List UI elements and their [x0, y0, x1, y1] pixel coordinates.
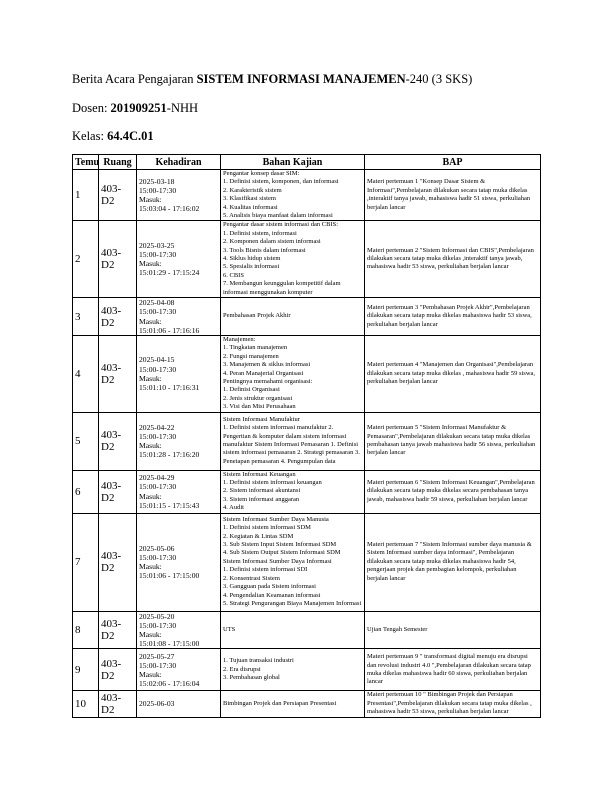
- cell-kehadiran: [137, 691, 221, 717]
- cell-bahan-kajian: [221, 470, 365, 513]
- col-header-bap: BAP: [365, 155, 541, 170]
- bahan-line: Sistem Informasi Manufaktur: [223, 415, 300, 423]
- table-row: [73, 170, 541, 221]
- bahan-line: 4. Peran Manajerial Organisasi: [223, 369, 304, 377]
- cell-bahan-kajian: [221, 335, 365, 412]
- kelas-label: Kelas:: [72, 129, 108, 143]
- table-row: [73, 412, 541, 470]
- cell-kehadiran: [137, 649, 221, 691]
- cell-bahan-kajian: [221, 170, 365, 221]
- col-header-ruang: Ruang: [99, 155, 137, 170]
- cell-bap: Materi pertemuan 6 "Sistem Informasi Keuangan",Pembelajaran dilakukan secara tatap muka dikelas secara pembahasan tanya jawab, mahasiswa hadir 59 siswa, perkuliahan berjalan lancar: [365, 470, 541, 513]
- cell-kehadiran: [137, 412, 221, 470]
- bahan-line: 3. Klasifikasi sistem: [223, 195, 276, 203]
- cell-bahan-kajian: [221, 221, 365, 298]
- document-title: [72, 72, 472, 86]
- bahan-line: 3. Manajemen & siklus informasi: [223, 361, 311, 369]
- kehadiran-time: 15:00-17:30: [139, 620, 177, 630]
- bahan-line: 1. Definisi sistem informasi keuangan: [223, 478, 322, 486]
- cell-kehadiran: [137, 298, 221, 336]
- kehadiran-time: 15:00-17:30: [139, 552, 177, 562]
- cell-ruang: 403-D2: [99, 691, 137, 717]
- kehadiran-time: 15:00-17:30: [139, 660, 177, 670]
- cell-kehadiran: [137, 611, 221, 649]
- table-row: [73, 298, 541, 336]
- cell-temu: 9: [73, 649, 99, 691]
- bahan-line: 2. Kegiatan & Lintas SDM: [223, 532, 294, 540]
- bahan-line: Sistem Informasi Keuangan: [223, 470, 296, 478]
- bahan-line: 3. Gangguan pada Sistem informasi: [223, 583, 316, 591]
- bahan-line: Pentingnya memahami organisasi:: [223, 377, 313, 385]
- dosen-id: 201909251: [110, 101, 167, 115]
- cell-temu: 4: [73, 335, 99, 412]
- bahan-line: 7. Membangun keunggulan kompetitif dalam informasi menggunakan komputer: [223, 280, 341, 296]
- kehadiran-time: 15:00-17:30: [139, 250, 177, 260]
- cell-kehadiran: [137, 513, 221, 611]
- cell-ruang: 403-D2: [99, 513, 137, 611]
- col-header-temu: Temu: [73, 155, 99, 170]
- masuk-time: 15:03:04 - 17:16:02: [139, 204, 200, 214]
- kelas-line: [72, 129, 154, 143]
- cell-ruang: 403-D2: [99, 298, 137, 336]
- cell-bap: Materi pertemuan 2 "Sistem Informasi dan CBIS",Pembelajaran dilakukan secara tatap muka dikelas ,interaktif tanya jawab, mahasiswa hadir 53 siswa, perkuliahan berjalan lancar: [365, 221, 541, 298]
- bahan-line: 2. Era disrupsi: [223, 665, 261, 673]
- bahan-line: 2. Karakteristik sistem: [223, 186, 282, 194]
- cell-ruang: 403-D2: [99, 221, 137, 298]
- bahan-line: 3. Visi dan Misi Perusahaan: [223, 403, 296, 411]
- bahan-line: 1. Definisi Organisasi: [223, 386, 280, 394]
- bahan-line: 4. Sub Sistem Output Sistem Informasi SDM: [223, 549, 341, 557]
- bahan-line: 2. Jenis struktur organisasi: [223, 394, 293, 402]
- bahan-line: 4. Kualitas informasi: [223, 203, 278, 211]
- masuk-time: 15:01:10 - 17:16:31: [139, 382, 200, 392]
- bahan-line: 4. Audit: [223, 504, 244, 512]
- kehadiran-time: 15:00-17:30: [139, 307, 177, 317]
- bahan-line: Manajemen:: [223, 335, 256, 343]
- cell-temu: 8: [73, 611, 99, 649]
- masuk-label: Masuk:: [139, 441, 162, 451]
- bahan-line: Bimbingan Projek dan Persiapan Presentasi: [223, 699, 337, 707]
- masuk-time: 15:01:29 - 17:15:24: [139, 268, 200, 278]
- bahan-line: 5. Spesialis informasi: [223, 263, 280, 271]
- title-prefix: Berita Acara Pengajaran: [72, 72, 197, 86]
- cell-bap: Materi pertemuan 5 "Sistem Informasi Manufaktur & Pemasaran",Pembelajaran dilakukan secara tatap muka dikelas pembahasan tanya jawab mahasiswa hadir 56 siswa, perkuliahan berjalan lancar: [365, 412, 541, 470]
- kehadiran-date: 2025-05-06: [139, 543, 175, 553]
- cell-bap: Materi pertemuan 3 "Pembahasan Projek Akhir",Pembelajaran dilakukan secara tatap muka dikelas mahasiswa hadir 53 siswa, perkuliahan berjalan lancar: [365, 298, 541, 336]
- bahan-line: Pengantar dasar sistem informasi dan CBIS:: [223, 221, 338, 229]
- kelas-value: 64.4C.01: [107, 129, 154, 143]
- col-header-bahan-kajian: Bahan Kajian: [221, 155, 365, 170]
- cell-bahan-kajian: [221, 611, 365, 649]
- bahan-line: 5. Strategi Pengurangan Biaya Manajemen Informasi: [223, 599, 362, 607]
- cell-bap: Materi pertemuan 9 " transformasi digital menuju era disrupsi dan revolusi industri 4.0 ",Pembelajaran dilakukan secara tatap muka dikelas mahasiswa hadir 60 siswa, perkuliahan berjalan lancar: [365, 649, 541, 691]
- bahan-line: Sistem Informasi Sumber Daya Manusia: [223, 515, 329, 523]
- masuk-time: 15:01:15 - 17:15:43: [139, 500, 200, 510]
- cell-temu: 1: [73, 170, 99, 221]
- masuk-label: Masuk:: [139, 491, 162, 501]
- bahan-line: UTS: [223, 625, 236, 633]
- masuk-label: Masuk:: [139, 195, 162, 205]
- bahan-line: 6. CBIS: [223, 271, 244, 279]
- kehadiran-date: 2025-04-08: [139, 298, 175, 308]
- kehadiran-time: 15:00-17:30: [139, 431, 177, 441]
- bahan-line: 1. Definisi sistem informasi manufaktur 2. Pengertian & komputer dalam sistem informasi manufaktur Sistem Informasi Pemasaran 1. Definisi sistem informasi pemasaran 2. Strategi pemasaran 3. Penetapan pemasaran 4. Pengumpulan data: [223, 424, 360, 465]
- masuk-label: Masuk:: [139, 562, 162, 572]
- kehadiran-date: 2025-04-22: [139, 422, 175, 432]
- dosen-suffix: -NHH: [166, 101, 199, 115]
- cell-bahan-kajian: [221, 412, 365, 470]
- cell-ruang: 403-D2: [99, 335, 137, 412]
- cell-bahan-kajian: [221, 513, 365, 611]
- cell-temu: 2: [73, 221, 99, 298]
- table-row: [73, 470, 541, 513]
- cell-ruang: 403-D2: [99, 470, 137, 513]
- cell-bap: Materi pertemuan 1 "Konsep Dasar Sistem & Informasi",Pembelajaran dilakukan secara tatap muka dikelas ,interaktif tanya jawab, mahasiswa hadir 51 siswa, perkuliahan berjalan lancar: [365, 170, 541, 221]
- kehadiran-date: 2025-04-29: [139, 473, 175, 483]
- table-body: [73, 170, 541, 718]
- bahan-line: 5. Analisis biaya manfaat dalam informasi: [223, 212, 333, 220]
- cell-temu: 3: [73, 298, 99, 336]
- cell-ruang: 403-D2: [99, 611, 137, 649]
- table-row: [73, 221, 541, 298]
- table-row: [73, 335, 541, 412]
- masuk-time: 15:01:08 - 17:15:00: [139, 639, 200, 649]
- bahan-line: 2. Komponen dalam sistem informasi: [223, 238, 321, 246]
- course-suffix: -240 (3 SKS): [405, 72, 473, 86]
- bahan-line: 3. Sistem informasi anggaran: [223, 495, 300, 503]
- kehadiran-date: 2025-06-03: [139, 699, 175, 709]
- dosen-line: [72, 101, 198, 115]
- cell-kehadiran: [137, 470, 221, 513]
- masuk-time: 15:01:06 - 17:16:16: [139, 325, 200, 335]
- bap-table: [72, 154, 541, 718]
- table-row: [73, 691, 541, 717]
- dosen-label: Dosen:: [72, 101, 111, 115]
- cell-bahan-kajian: [221, 691, 365, 717]
- col-header-kehadiran: Kehadiran: [137, 155, 221, 170]
- masuk-label: Masuk:: [139, 669, 162, 679]
- cell-bap: Materi pertemuan 10 " Bimbingan Projek dan Persiapan Presentasi",Pembelajaran dilakukan secara tatap muka dikelas , mahasiswa hadir 53 siswa, perkuliahan berjalan lancar: [365, 691, 541, 717]
- bahan-line: Pembahasan Projek Akhir: [223, 312, 291, 320]
- kehadiran-date: 2025-05-27: [139, 651, 175, 661]
- cell-temu: 6: [73, 470, 99, 513]
- bahan-line: 1. Tujuan transaksi industri: [223, 657, 294, 665]
- masuk-label: Masuk:: [139, 316, 162, 326]
- bahan-line: 1. Definisi sistem informasi SDI: [223, 566, 308, 574]
- bahan-line: 3. Sub Sistem Input Sistem Informasi SDM: [223, 541, 337, 549]
- bahan-line: 3. Pembahasan global: [223, 674, 280, 682]
- kehadiran-date: 2025-03-25: [139, 240, 175, 250]
- course-name: SISTEM INFORMASI MANAJEMEN: [196, 72, 406, 86]
- table-header-row: [73, 155, 541, 170]
- bahan-line: Pengantar konsep dasar SIM:: [223, 170, 300, 177]
- table-row: [73, 649, 541, 691]
- bahan-line: 1. Tingkatan manajemen: [223, 344, 288, 352]
- bahan-line: 3. Tools Bisnis dalam informasi: [223, 246, 306, 254]
- bahan-line: 1. Definisi sistem, komponen, dan informasi: [223, 178, 339, 186]
- masuk-label: Masuk:: [139, 259, 162, 269]
- bahan-line: 4. Pengendalian Keamanan informasi: [223, 591, 321, 599]
- cell-temu: 10: [73, 691, 99, 717]
- bahan-line: 1. Definisi sistem, informasi: [223, 229, 297, 237]
- table-row: [73, 611, 541, 649]
- masuk-label: Masuk:: [139, 373, 162, 383]
- cell-bap: Materi pertemuan 7 "Sistem Informasi sumber daya manusia & Sistem Informasi sumber daya informasi", Pembelajaran dilakukan secara tatap muka dikelas mahasiswa hadir 54, pengerjaan projek dan pembagian kelompok, perkuliahan berjalan lancar: [365, 513, 541, 611]
- cell-kehadiran: [137, 221, 221, 298]
- cell-kehadiran: [137, 335, 221, 412]
- masuk-label: Masuk:: [139, 630, 162, 639]
- bahan-line: 1. Definisi sistem informasi SDM: [223, 524, 311, 532]
- cell-bahan-kajian: [221, 298, 365, 336]
- bahan-line: 2. Sistem informasi akuntansi: [223, 487, 301, 495]
- cell-bap: Materi pertemuan 4 "Manajemen dan Organisasi",Pembelajaran dilakukan secara tatap muka dikelas , mahasiswa hadir 59 siswa, perkuliahan berjalan lancar: [365, 335, 541, 412]
- table-row: [73, 513, 541, 611]
- cell-bahan-kajian: [221, 649, 365, 691]
- bahan-line: 2. Fungsi manajemen: [223, 352, 279, 360]
- kehadiran-date: 2025-05-20: [139, 611, 175, 621]
- masuk-time: 15:01:06 - 17:15:00: [139, 571, 200, 581]
- cell-kehadiran: [137, 170, 221, 221]
- kehadiran-date: 2025-04-15: [139, 355, 175, 365]
- cell-temu: 7: [73, 513, 99, 611]
- kehadiran-time: 15:00-17:30: [139, 186, 177, 196]
- cell-bap: Ujian Tengah Semester: [365, 611, 541, 649]
- cell-ruang: 403-D2: [99, 412, 137, 470]
- bahan-line: Sistem Informasi Sumber Daya Informasi: [223, 557, 332, 565]
- kehadiran-date: 2025-03-18: [139, 176, 175, 186]
- bahan-line: 2. Konsentrasi Sistem: [223, 574, 280, 582]
- cell-temu: 5: [73, 412, 99, 470]
- kehadiran-time: 15:00-17:30: [139, 364, 177, 374]
- masuk-time: 15:02:06 - 17:16:04: [139, 679, 200, 689]
- cell-ruang: 403-D2: [99, 649, 137, 691]
- cell-ruang: 403-D2: [99, 170, 137, 221]
- kehadiran-time: 15:00-17:30: [139, 482, 177, 492]
- masuk-time: 15:01:28 - 17:16:20: [139, 450, 200, 460]
- bahan-line: 4. Siklus hidup sistem: [223, 255, 281, 263]
